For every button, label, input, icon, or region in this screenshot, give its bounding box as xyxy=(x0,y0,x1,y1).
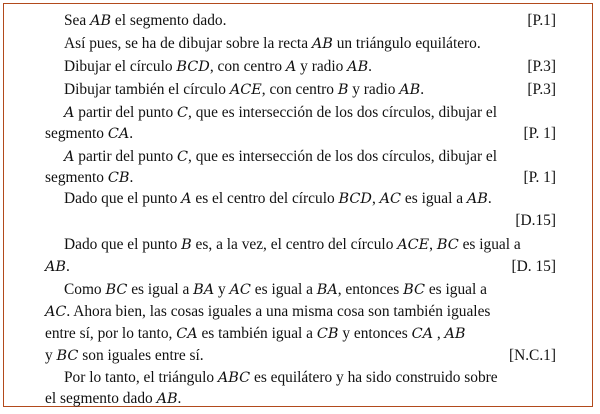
proof-line: AB. xyxy=(45,258,70,275)
proof-line: AC. Ahora bien, las cosas iguales a una misma cosa son también iguales xyxy=(45,303,491,320)
proof-reference: [P.3] xyxy=(527,81,556,98)
proof-line: Dado que el punto A es el centro del círculo BCD, AC es igual a AB. xyxy=(64,190,492,207)
proof-reference: [P.3] xyxy=(527,58,556,75)
proof-line: Por lo tanto, el triángulo ABC es equilátero y ha sido construido sobre xyxy=(64,369,498,386)
proof-line: Sea AB el segmento dado. xyxy=(64,12,227,29)
proof-reference: [D. 15] xyxy=(511,258,556,275)
proof-line: Como BC es igual a BA y AC es igual a BA, entonces BC es igual a xyxy=(64,281,487,298)
proof-line: Dibujar también el círculo ACE, con centro B y radio AB. xyxy=(64,81,425,98)
proof-line: Dado que el punto B es, a la vez, el centro del círculo ACE, BC es igual a xyxy=(64,236,521,253)
proof-reference: [P. 1] xyxy=(523,125,556,142)
proof-line: Dibujar el círculo BCD, con centro A y radio AB. xyxy=(64,58,372,75)
proof-line: el segmento dado AB. xyxy=(45,390,182,407)
proof-line: y BC son iguales entre sí. xyxy=(45,347,204,364)
proof-line: segmento CA. xyxy=(45,125,134,142)
proof-line: entre sí, por lo tanto, CA es también igual a CB y entonces CA , AB xyxy=(45,325,466,342)
proof-reference: [D.15] xyxy=(515,212,556,229)
proof-line: segmento CB. xyxy=(45,169,134,186)
proof-line: A partir del punto C, que es intersección de los dos círculos, dibujar el xyxy=(64,148,498,165)
proof-reference: [N.C.1] xyxy=(508,347,556,364)
proof-line: A partir del punto C, que es intersección de los dos círculos, dibujar el xyxy=(64,104,498,121)
proof-reference: [P. 1] xyxy=(523,169,556,186)
proof-line: Así pues, se ha de dibujar sobre la recta AB un triángulo equilátero. xyxy=(64,35,481,52)
proof-reference: [P.1] xyxy=(527,12,556,29)
